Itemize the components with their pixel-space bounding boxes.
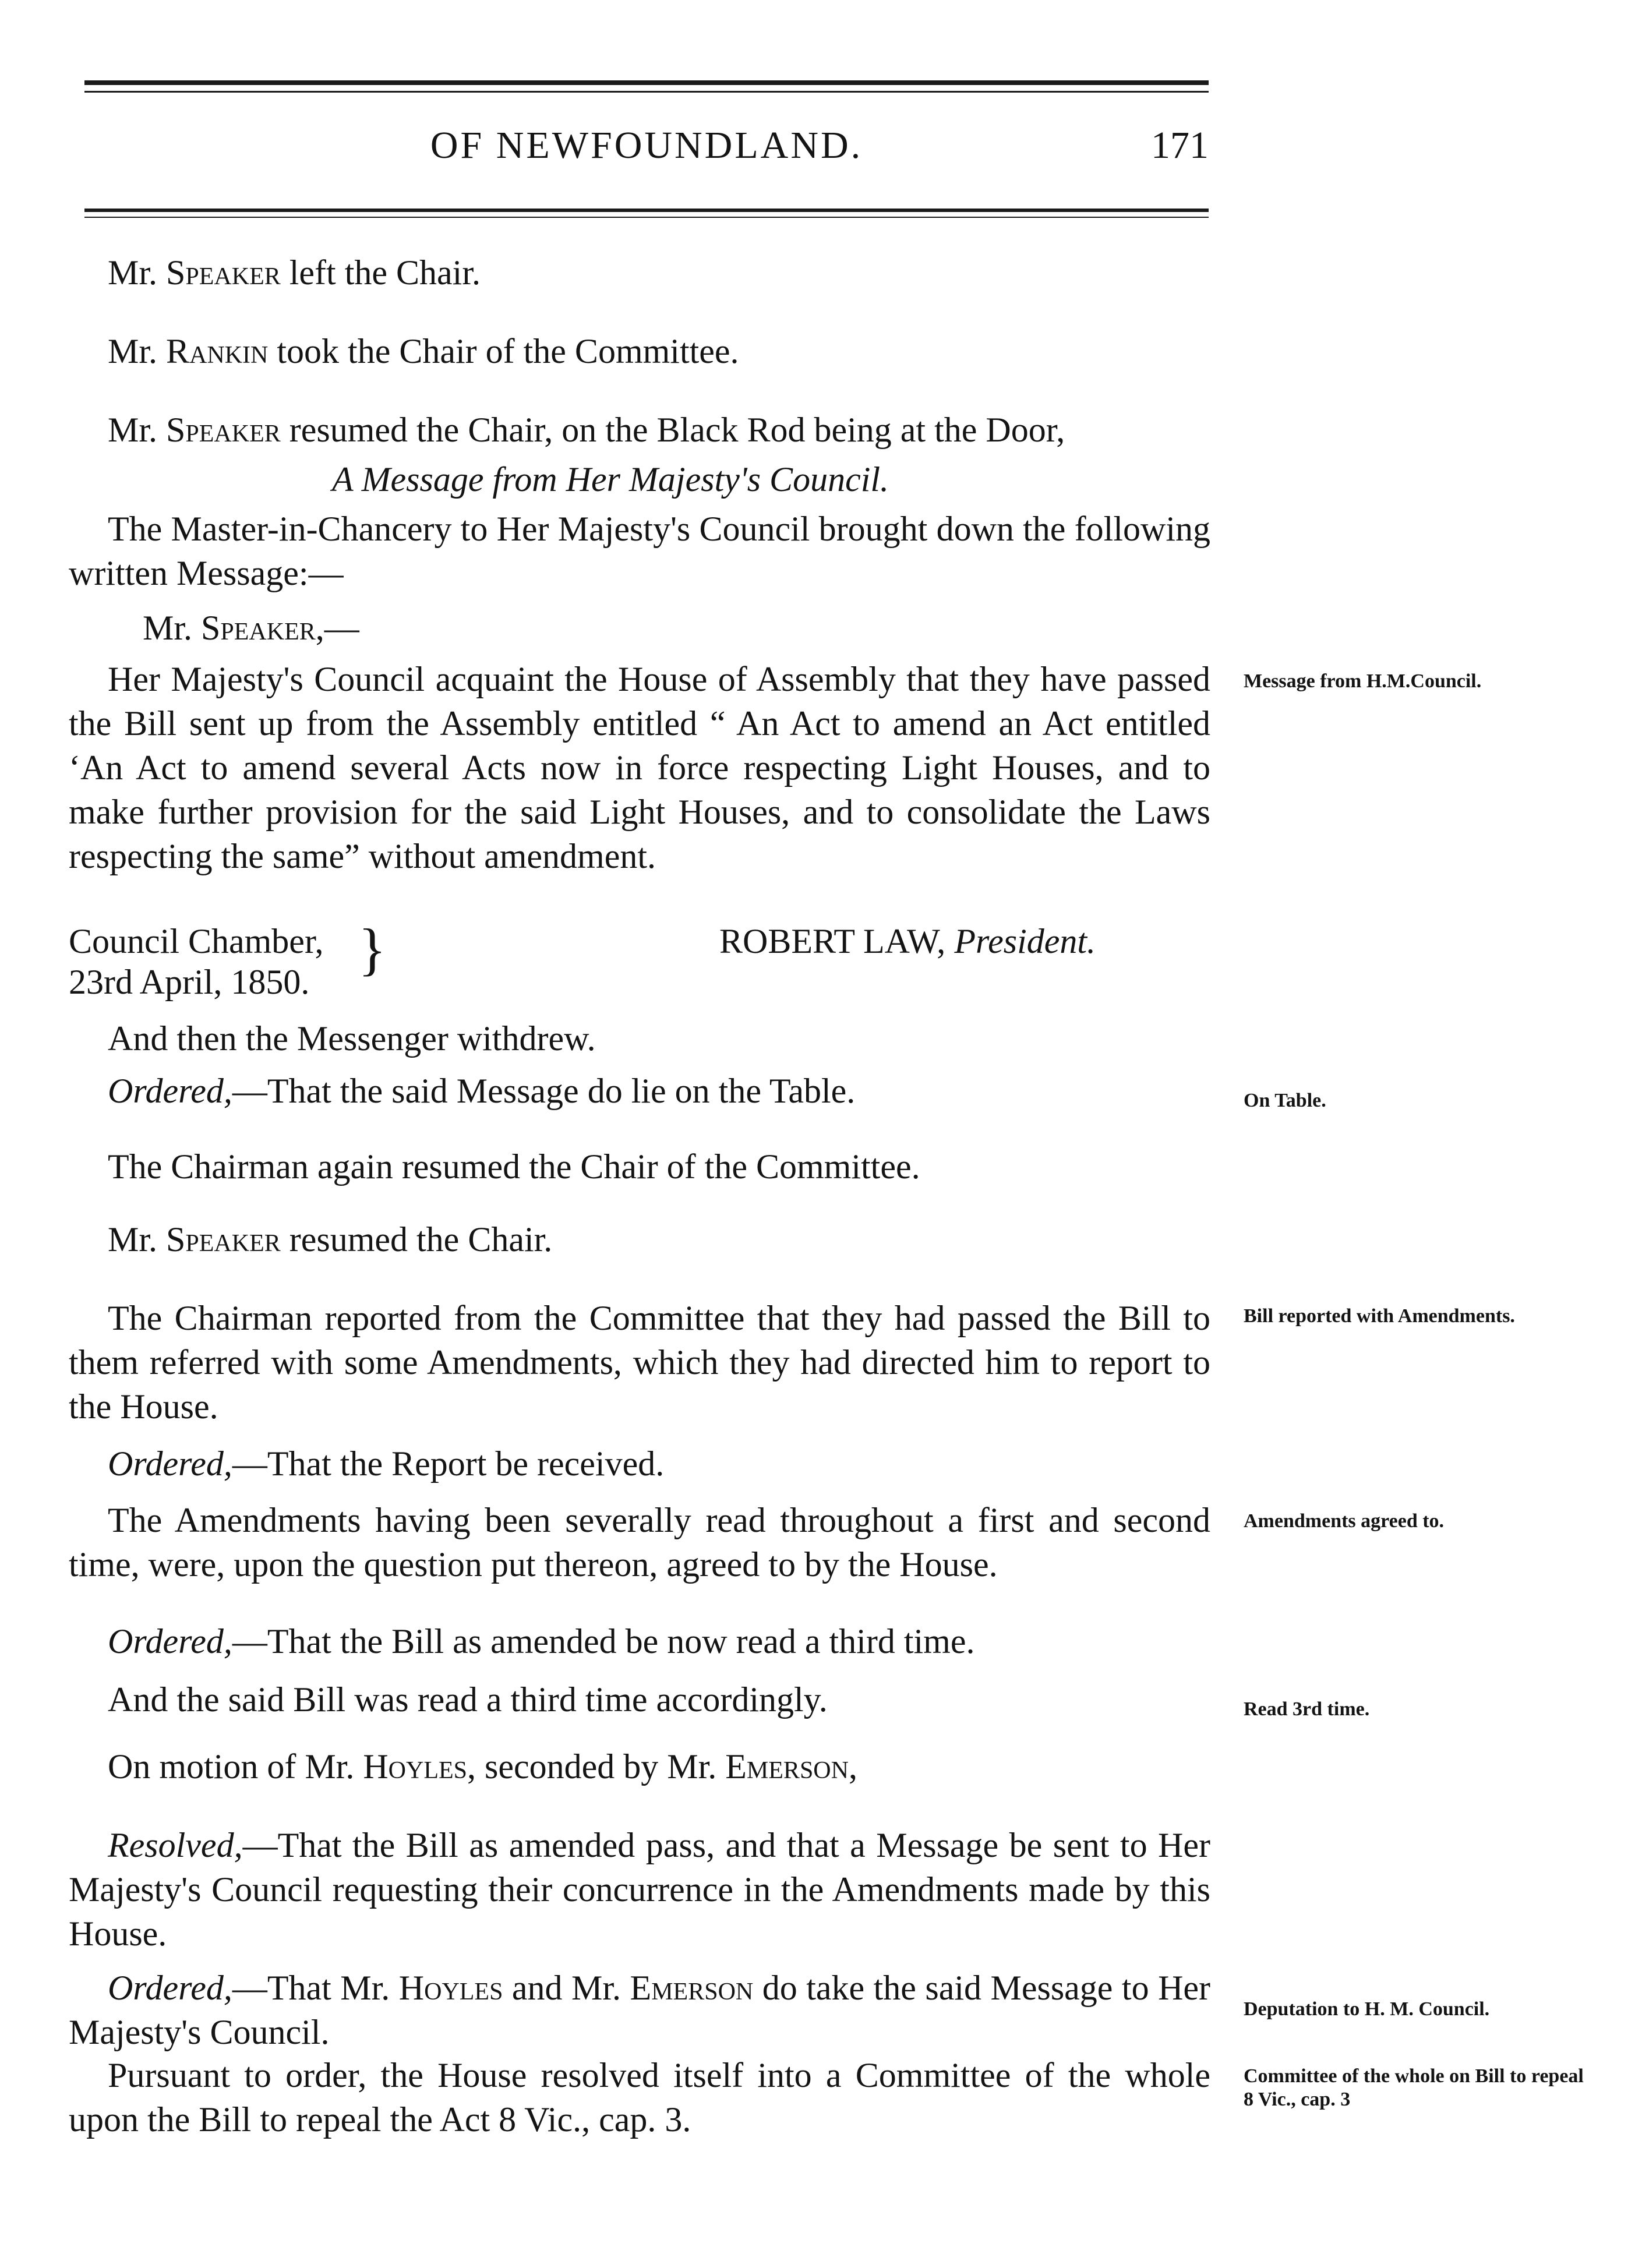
page-number: 171 — [1151, 124, 1209, 167]
message-heading: A Message from Her Majesty's Council. — [332, 460, 889, 499]
signature-place: Council Chamber, — [69, 922, 324, 960]
amendments-paragraph: The Amendments having been severally read throughout a first and second time, were, upon the question put thereon, agreed to by the House. — [69, 1501, 1210, 1584]
margin-note-bill-reported: Bill reported with Amendments. — [1244, 1305, 1515, 1327]
ordered-deputation-paragraph: Ordered,—That Mr. Hoyles and Mr. Emerson do take the said Message to Her Majesty's Council. — [69, 1969, 1211, 2051]
message-body-paragraph: Her Majesty's Council acquaint the House of Assembly that they have passed the Bill sent up from the Assembly entitled “ An Act to amend an Act entitled ‘An Act to amend several Acts now in force respecting Light Houses, and to make further provision for the said Light Houses, and to consolidate the Laws respecting the same” without amendment. — [69, 660, 1210, 875]
header-rule-top-thin — [84, 91, 1209, 93]
signature-date: 23rd April, 1850. — [69, 963, 310, 1001]
margin-note-on-table: On Table. — [1244, 1090, 1326, 1111]
header-rule-top — [84, 80, 1209, 85]
margin-note-read-third: Read 3rd time. — [1244, 1698, 1370, 1720]
signature-name: ROBERT LAW, President. — [719, 922, 1096, 960]
speaker-resumed-chair-line: Mr. Speaker resumed the Chair. — [108, 1220, 553, 1259]
header-rule-bottom-thin — [84, 217, 1209, 218]
chairman-reported-paragraph: The Chairman reported from the Committee that they had passed the Bill to them referred with some Amendments, which they had directed him to report to the House. — [69, 1299, 1210, 1426]
margin-note-amendments-agreed: Amendments agreed to. — [1244, 1510, 1445, 1532]
message-intro-paragraph: The Master-in-Chancery to Her Majesty's Council brought down the following written Message:— — [69, 510, 1210, 592]
signature-brace: } — [358, 917, 386, 981]
margin-note-committee: Committee of the whole on Bill to repeal 8 Vic., cap. 3 — [1244, 2065, 1584, 2110]
resolved-paragraph: Resolved,—That the Bill as amended pass, and that a Message be sent to Her Majesty's Council requesting their concurrence in the Amendments made by this House. — [69, 1826, 1210, 1953]
pursuant-paragraph: Pursuant to order, the House resolved itself into a Committee of the whole upon the Bill to repeal the Act 8 Vic., cap. 3. — [69, 2056, 1210, 2139]
speaker-left-line: Mr. Speaker left the Chair. — [108, 253, 481, 292]
header-rule-bottom — [84, 209, 1209, 212]
chairman-resumed-line: The Chairman again resumed the Chair of the Committee. — [108, 1147, 920, 1186]
running-head: OF NEWFOUNDLAND. — [430, 124, 863, 167]
motion-line: On motion of Mr. Hoyles, seconded by Mr. Emerson, — [108, 1747, 857, 1786]
salutation-line: Mr. Speaker,— — [143, 609, 359, 647]
ordered-third-line: Ordered,—That the Bill as amended be now read a third time. — [108, 1622, 975, 1661]
rankin-chair-line: Mr. Rankin took the Chair of the Committee. — [108, 332, 739, 370]
ordered-report-line: Ordered,—That the Report be received. — [108, 1444, 665, 1483]
margin-note-deputation: Deputation to H. M. Council. — [1244, 1998, 1490, 2020]
messenger-withdrew-line: And then the Messenger withdrew. — [108, 1019, 596, 1058]
ordered-table-line: Ordered,—That the said Message do lie on the Table. — [108, 1072, 856, 1110]
speaker-resumed-line: Mr. Speaker resumed the Chair, on the Black Rod being at the Door, — [108, 411, 1065, 449]
read-third-line: And the said Bill was read a third time accordingly. — [108, 1680, 828, 1719]
margin-note-message: Message from H.M.Council. — [1244, 670, 1482, 692]
